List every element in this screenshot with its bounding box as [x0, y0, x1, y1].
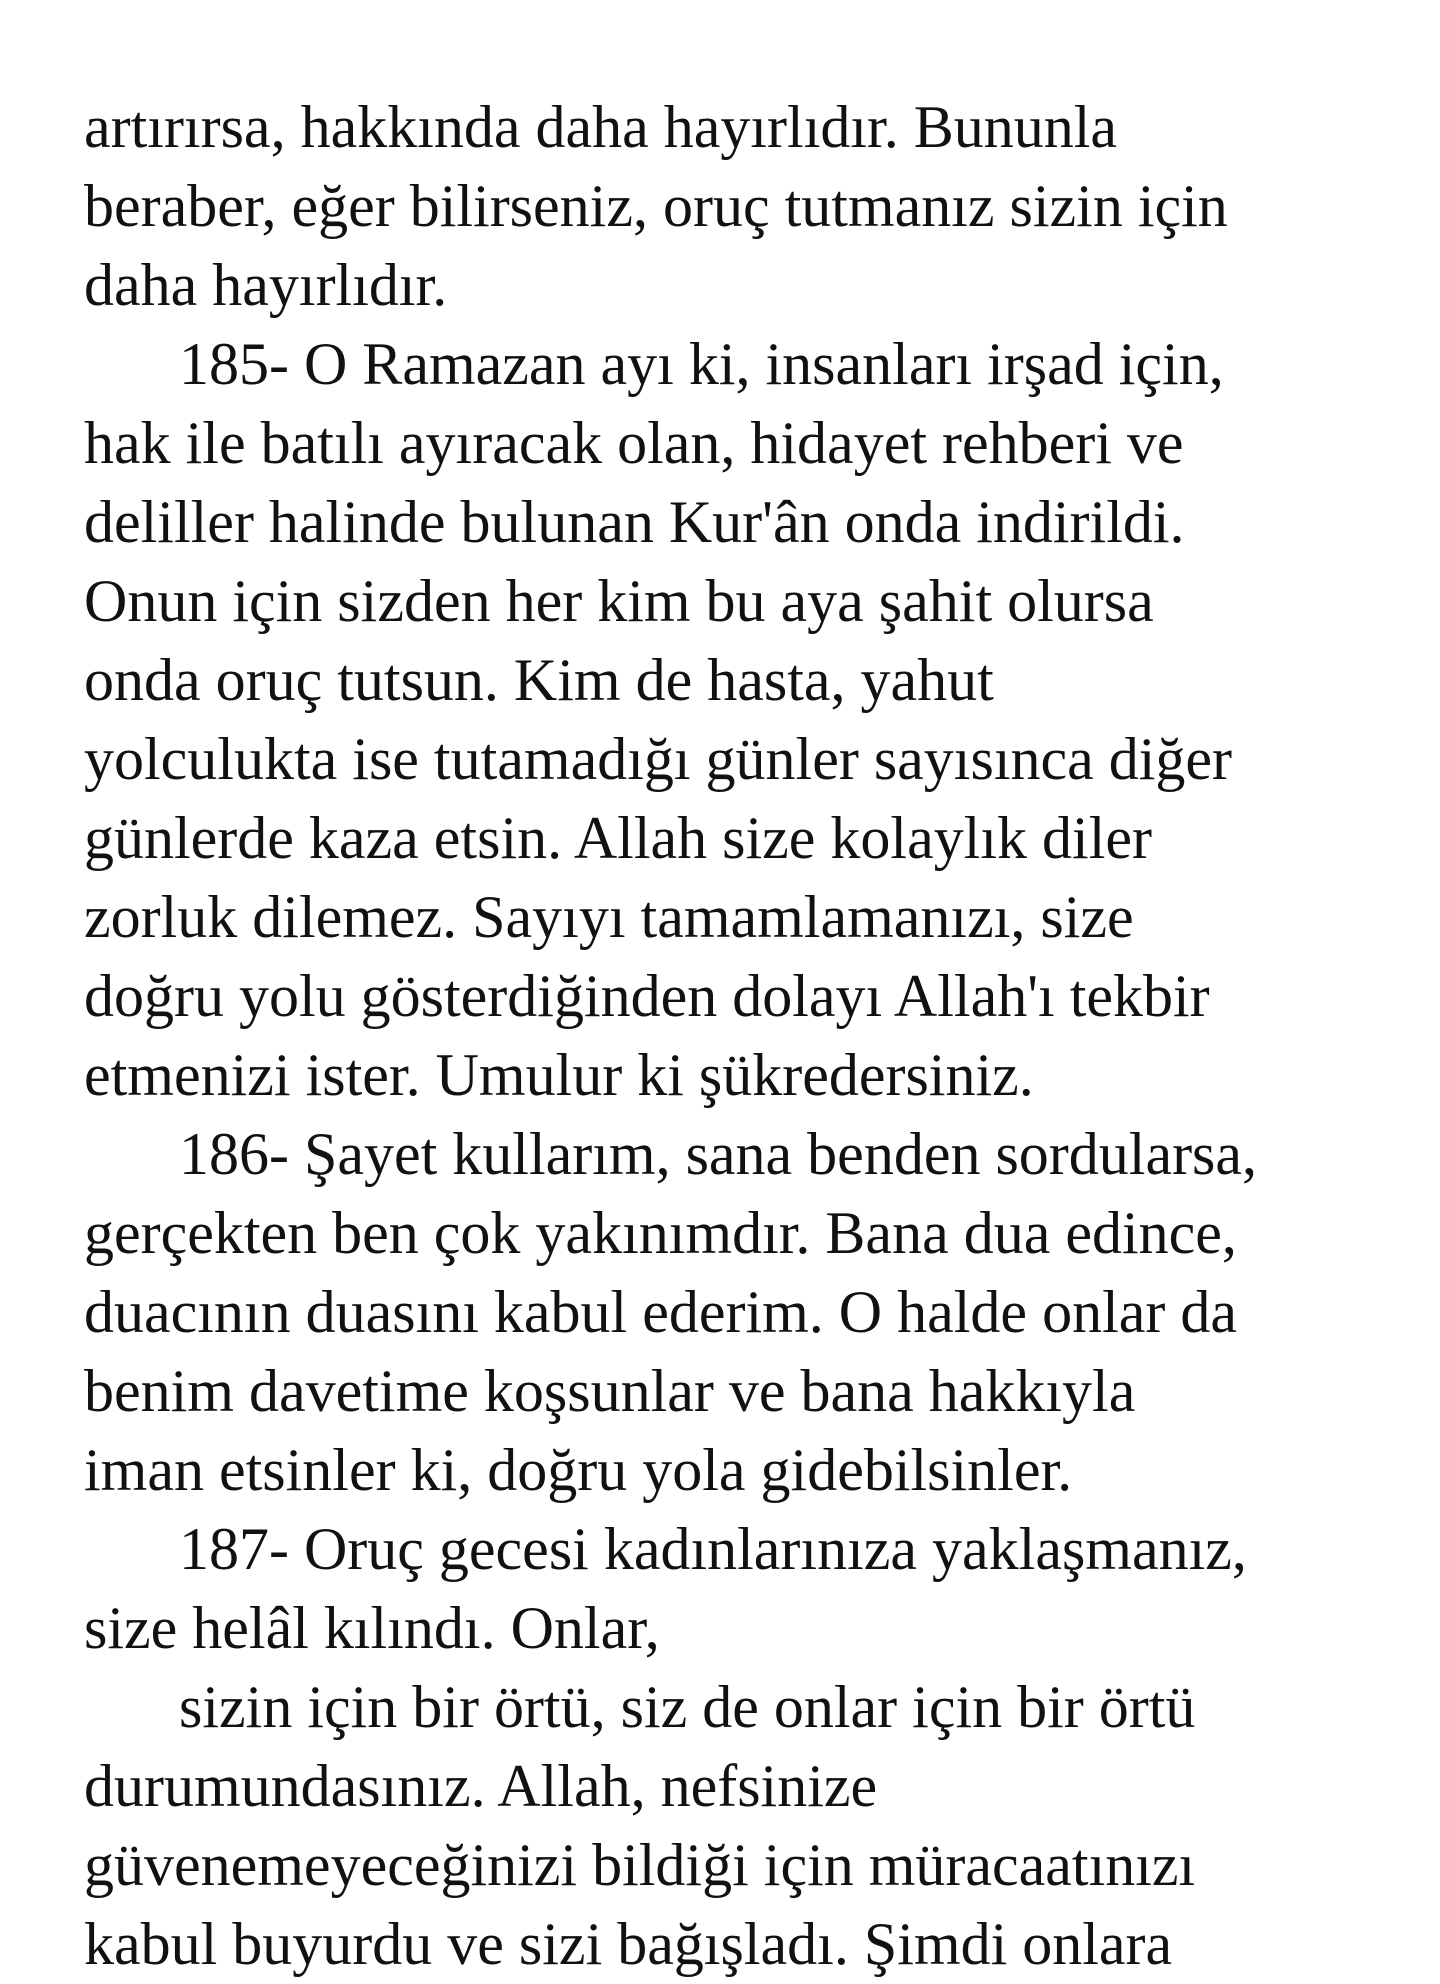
verse-185-start: 185- O Ramazan ayı ki, insanları irşad için,	[179, 331, 1224, 397]
verse-187-start: 187- Oruç gecesi kadınlarınıza yaklaşmanız,	[179, 1516, 1247, 1582]
text-line: zorluk dilemez. Sayıyı tamamlamanızı, size	[84, 884, 1134, 950]
document-page	[84, 88, 1384, 1984]
text-line: duacının duasını kabul ederim. O halde onlar da	[84, 1279, 1237, 1345]
text-line: sizin için bir örtü, siz de onlar için bir örtü	[179, 1674, 1196, 1740]
verse-186-start: 186- Şayet kullarım, sana benden sordularsa,	[179, 1121, 1258, 1187]
text-line: daha hayırlıdır.	[84, 252, 448, 318]
text-line: yolculukta ise tutamadığı günler sayısınca diğer	[84, 726, 1233, 792]
text-line: doğru yolu gösterdiğinden dolayı Allah'ı tekbir	[84, 963, 1210, 1029]
text-line: kabul buyurdu ve sizi bağışladı. Şimdi onlara	[84, 1911, 1173, 1977]
text-line: etmenizi ister. Umulur ki şükredersiniz.	[84, 1042, 1034, 1108]
text-line: gerçekten ben çok yakınımdır. Bana dua edince,	[84, 1200, 1237, 1266]
text-line: iman etsinler ki, doğru yola gidebilsinler.	[84, 1437, 1073, 1503]
text-line: benim davetime koşsunlar ve bana hakkıyla	[84, 1358, 1136, 1424]
text-line: güvenemeyeceğinizi bildiği için müracaatınızı	[84, 1832, 1196, 1898]
text-line: beraber, eğer bilirseniz, oruç tutmanız sizin için	[84, 173, 1228, 239]
text-line: size helâl kılındı. Onlar,	[84, 1595, 660, 1661]
text-line: onda oruç tutsun. Kim de hasta, yahut	[84, 647, 994, 713]
text-line: deliller halinde bulunan Kur'ân onda indirildi.	[84, 489, 1185, 555]
text-line: hak ile batılı ayıracak olan, hidayet rehberi ve	[84, 410, 1184, 476]
text-line: günlerde kaza etsin. Allah size kolaylık diler	[84, 805, 1152, 871]
text-line: durumundasınız. Allah, nefsinize	[84, 1753, 878, 1819]
text-line: Onun için sizden her kim bu aya şahit olursa	[84, 568, 1154, 634]
text-line: artırırsa, hakkında daha hayırlıdır. Bununla	[84, 94, 1118, 160]
